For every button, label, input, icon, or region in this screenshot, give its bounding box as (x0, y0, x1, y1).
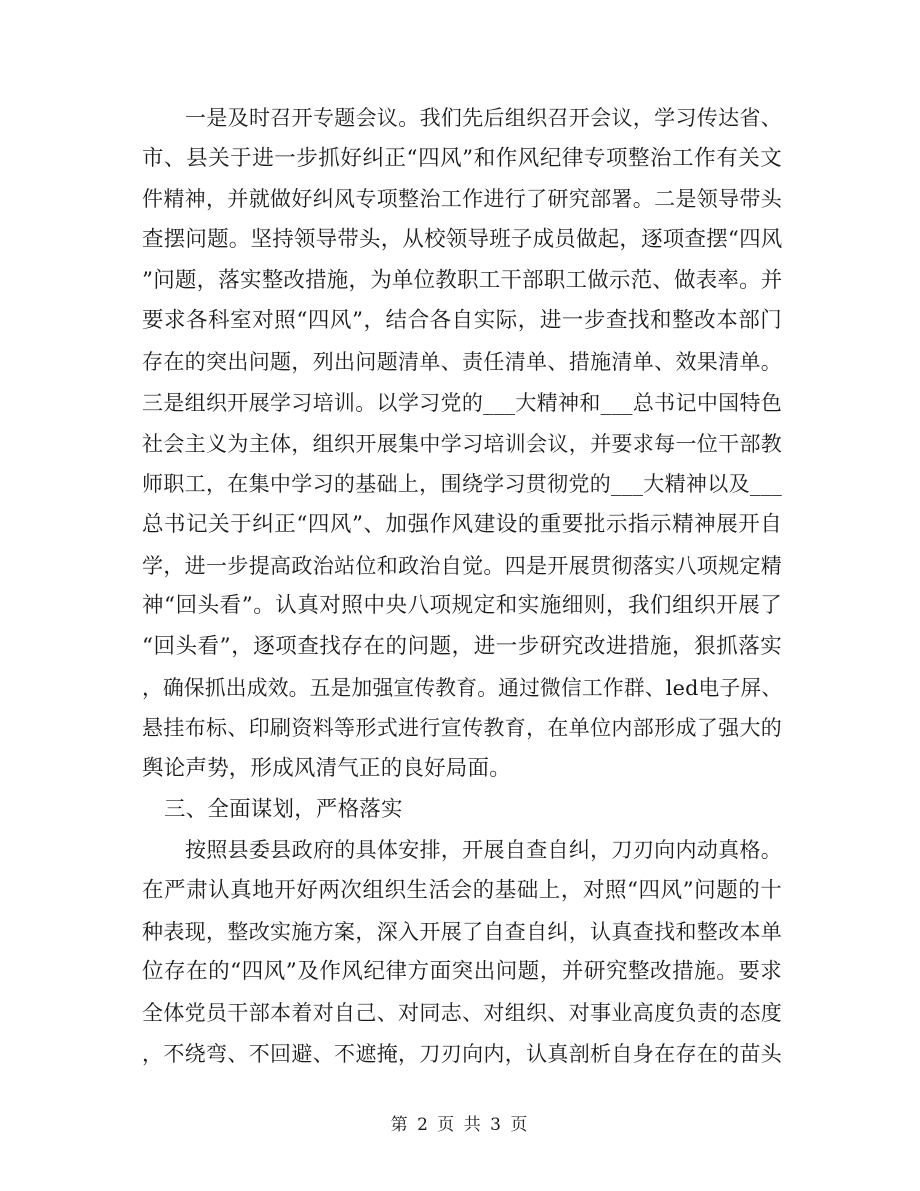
paragraph-line: ，不绕弯、不回避、不遮掩，刀刃向内，认真剖析自身在存在的苗头 (142, 1041, 782, 1066)
paragraph-line: 按照县委县政府的具体安排，开展自查自纠，刀刃向内动真格。 (185, 838, 782, 863)
paragraph-line: “回头看”，逐项查找存在的问题，进一步研究改进措施，狠抓落实 (142, 633, 782, 659)
paragraph-line: ”问题，落实整改措施，为单位教职工干部职工做示范、做表率。并 (142, 267, 783, 293)
paragraph-line: 存在的突出问题，列出问题清单、责任清单、措施清单、效果清单。 (142, 350, 782, 375)
paragraph-line: 件精神，并就做好纠风专项整治工作进行了研究部署。二是领导带头 (142, 187, 782, 212)
paragraph-line: 社会主义为主体，组织开展集中学习培训会议，并要求每一位干部教 (142, 431, 782, 456)
paragraph-line: 查摆问题。坚持领导带头，从校领导班子成员做起，逐项查摆“四风 (142, 227, 783, 253)
paragraph-line: 师职工，在集中学习的基础上，围绕学习贯彻党的___大精神以及___ (142, 472, 782, 497)
section-heading: 三、全面谋划，严格落实 (164, 796, 403, 822)
page-number-footer: 第 2 页 共 3 页 (390, 1115, 530, 1135)
paragraph-line: 三是组织开展学习培训。以学习党的___大精神和___总书记中国特色 (142, 390, 782, 415)
paragraph-line: 全体党员干部本着对自己、对同志、对组织、对事业高度负责的态度 (142, 1001, 782, 1026)
paragraph-line: 舆论声势，形成风清气正的良好局面。 (142, 756, 511, 781)
paragraph-line: 神“回头看”。认真对照中央八项规定和实施细则，我们组织开展了 (142, 593, 782, 619)
paragraph-line: 一是及时召开专题会议。我们先后组织召开会议，学习传达省、 (185, 106, 782, 130)
paragraph-line: 市、县关于进一步抓好纠正“四风”和作风纪律专项整治工作有关文 (142, 145, 782, 171)
paragraph-line: 在严肃认真地开好两次组织生活会的基础上，对照“四风”问题的十 (142, 878, 782, 904)
paragraph-line: 要求各科室对照“四风”，结合各自实际，进一步查找和整改本部门 (142, 308, 782, 334)
paragraph-line: 种表现，整改实施方案，深入开展了自查自纠，认真查找和整改本单 (142, 919, 782, 944)
paragraph-line: 学，进一步提高政治站位和政治自觉。四是开展贯彻落实八项规定精 (142, 553, 782, 578)
paragraph-line: 悬挂布标、印刷资料等形式进行宣传教育，在单位内部形成了强大的 (142, 716, 782, 741)
paragraph-line: 总书记关于纠正“四风”、加强作风建设的重要批示指示精神展开自 (142, 511, 782, 537)
paragraph-line: 位存在的“四风”及作风纪律方面突出问题，并研究整改措施。要求 (142, 959, 782, 985)
paragraph-line: ，确保抓出成效。五是加强宣传教育。通过微信工作群、led电子屏、 (142, 675, 783, 700)
body-text (142, 98, 782, 1075)
